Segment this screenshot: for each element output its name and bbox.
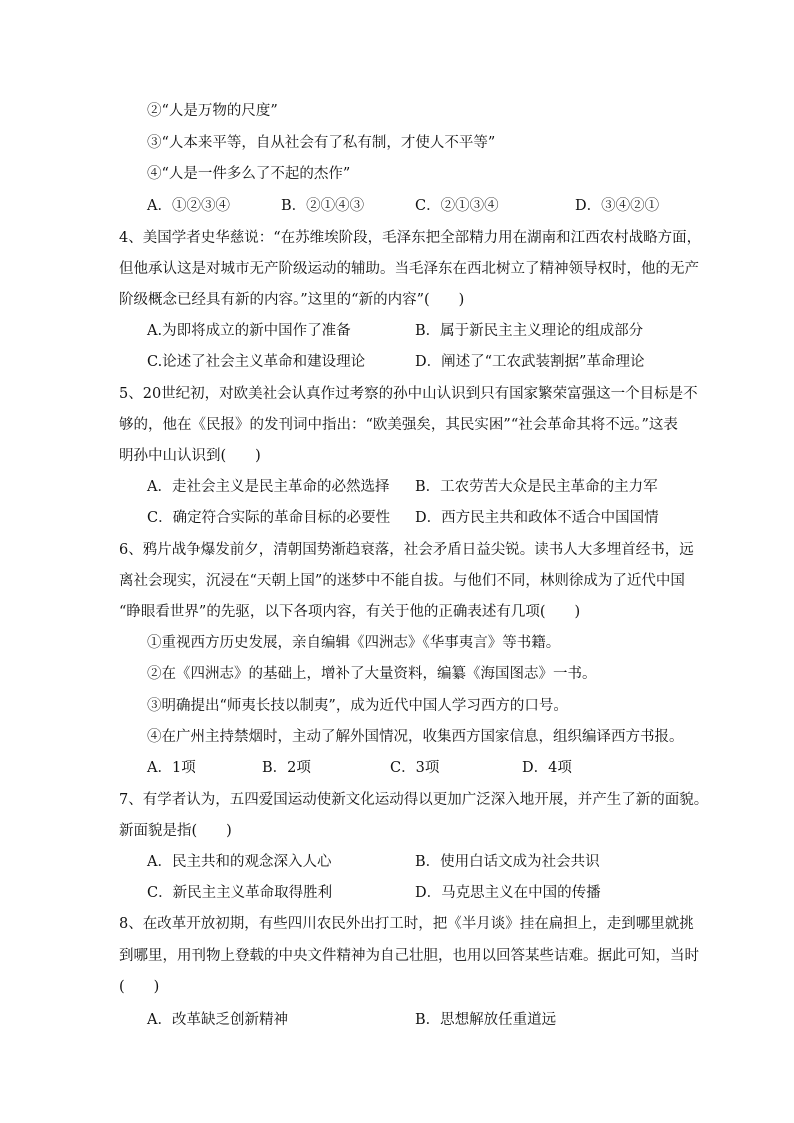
q6-item-1: ①重视西方历史发展，亲自编辑《四洲志》《华事夷言》等书籍。: [147, 635, 561, 651]
q4-option-a: A.为即将成立的新中国作了准备: [147, 323, 351, 339]
q8-option-b: B．思想解放任重道远: [415, 1012, 557, 1028]
q3-option-d: D．③④②①: [575, 198, 660, 214]
q4-stem-line-1: 4、美国学者史华慈说：“在苏维埃阶段，毛泽东把全部精力用在湖南和江西农村战略方面，: [119, 230, 702, 246]
q3-item-4: ④“人是一件多么了不起的杰作”: [147, 166, 351, 182]
q8-option-a: A．改革缺乏创新精神: [147, 1012, 288, 1028]
q3-option-b: B．②①④③: [281, 198, 365, 214]
q6-stem-line-2: 离社会现实，沉浸在“天朝上国”的迷梦中不能自拔。与他们不同，林则徐成为了近代中国: [119, 573, 685, 589]
q3-item-2: ②“人是万物的尺度”: [147, 103, 278, 119]
q7-stem-line-2: 新面貌是指( ): [119, 823, 232, 839]
q8-stem-line-3: ( ): [119, 979, 160, 995]
q6-item-2: ②在《四洲志》的基础上，增补了大量资料，编纂《海国图志》一书。: [147, 666, 597, 682]
q3-option-a: A．①②③④: [147, 198, 230, 214]
q4-stem-line-2: 但他承认这是对城市无产阶级运动的辅助。当毛泽东在西北树立了精神领导权时，他的无产: [119, 261, 699, 277]
q6-stem-line-1: 6、鸦片战争爆发前夕，清朝国势渐趋衰落，社会矛盾日益尖锐。读书人大多埋首经书，远: [119, 542, 694, 558]
q6-option-a: A．1项: [147, 760, 196, 776]
q6-item-3: ③明确提出“师夷长技以制夷”，成为近代中国人学习西方的口号。: [147, 698, 568, 714]
q4-stem-line-3: 阶级概念已经具有新的内容。”这里的“新的内容”( ): [119, 292, 465, 308]
q5-option-d: D．西方民主共和政体不适合中国国情: [415, 510, 659, 526]
q5-option-a: A．走社会主义是民主革命的必然选择: [147, 479, 390, 495]
q5-stem-line-3: 明孙中山认识到( ): [119, 448, 261, 464]
q6-stem-line-3: “睁眼看世界”的先驱，以下各项内容，有关于他的正确表述有几项( ): [119, 604, 581, 620]
q7-option-d: D．马克思主义在中国的传播: [415, 885, 601, 901]
q6-option-c: C．3项: [390, 760, 440, 776]
q8-stem-line-1: 8、在改革开放初期，有些四川农民外出打工时，把《半月谈》挂在扁担上，走到哪里就挑: [119, 916, 694, 932]
q4-option-b: B．属于新民主主义理论的组成部分: [415, 323, 644, 339]
q4-option-d: D．阐述了“工农武装割据”革命理论: [415, 354, 645, 370]
q6-option-d: D．4项: [522, 760, 572, 776]
q5-stem-line-2: 够的，他在《民报》的发刊词中指出：“欧美强矣，其民实困”“社会革命其将不远。”这表: [119, 417, 678, 433]
q5-option-b: B．工农劳苦大众是民主革命的主力军: [415, 479, 658, 495]
q7-stem-line-1: 7、有学者认为，五四爱国运动使新文化运动得以更加广泛深入地开展，并产生了新的面貌。: [119, 792, 709, 808]
q8-stem-line-2: 到哪里，用刊物上登载的中央文件精神为自己壮胆，也用以回答某些诘难。据此可知，当时: [119, 948, 699, 964]
q3-option-c: C．②①③④: [415, 198, 499, 214]
q4-option-c: C.论述了社会主义革命和建设理论: [147, 354, 366, 370]
q6-option-b: B．2项: [262, 760, 311, 776]
q5-stem-line-1: 5、20世纪初，对欧美社会认真作过考察的孙中山认识到只有国家繁荣富强这一个目标是不: [119, 386, 698, 402]
q5-option-c: C．确定符合实际的革命目标的必要性: [147, 510, 391, 526]
q6-item-4: ④在广州主持禁烟时，主动了解外国情况，收集西方国家信息，组织编译西方书报。: [147, 729, 684, 745]
q7-option-b: B．使用白话文成为社会共识: [415, 854, 600, 870]
q7-option-c: C．新民主主义革命取得胜利: [147, 885, 333, 901]
q3-item-3: ③“人本来平等，自从社会有了私有制，才使人不平等”: [147, 135, 496, 151]
q7-option-a: A．民主共和的观念深入人心: [147, 854, 332, 870]
